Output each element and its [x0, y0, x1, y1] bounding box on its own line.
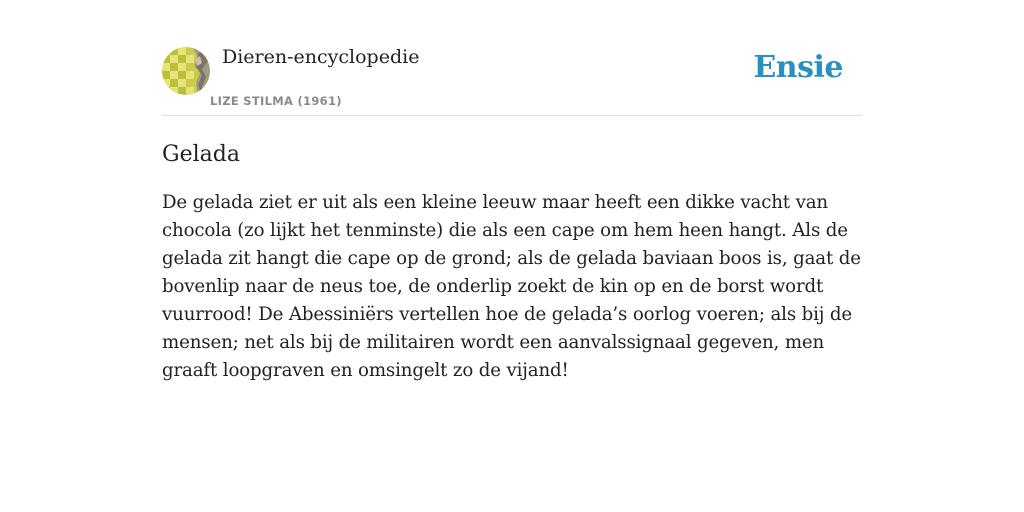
entry-title: Gelada [162, 142, 240, 167]
brand-logo[interactable]: Ensie [753, 50, 843, 85]
book-header [162, 40, 862, 116]
book-title[interactable]: Dieren-encyclopedie [222, 46, 420, 68]
book-author: LIZE STILMA (1961) [210, 94, 342, 108]
entry-card [162, 40, 862, 385]
entry-body: De gelada ziet er uit als een kleine leeuw maar heeft een dikke vacht van chocola (zo lijkt het tenminste) die als een cape om hem heen hangt. Als de gelada zit hangt die cape op de grond; als de gelada baviaan boos is, gaat de bovenlip naar de neus toe, de onderlip zoekt de kin op en de borst wordt vuurrood! De Abessiniërs vertellen hoe de gelada’s oorlog voeren; als bij de mensen; net als bij de militairen wordt een aanvalssignaal gegeven, men graaft loopgraven en omsingelt zo de vijand! [162, 192, 861, 381]
book-cover-thumbnail-icon[interactable] [162, 47, 210, 95]
